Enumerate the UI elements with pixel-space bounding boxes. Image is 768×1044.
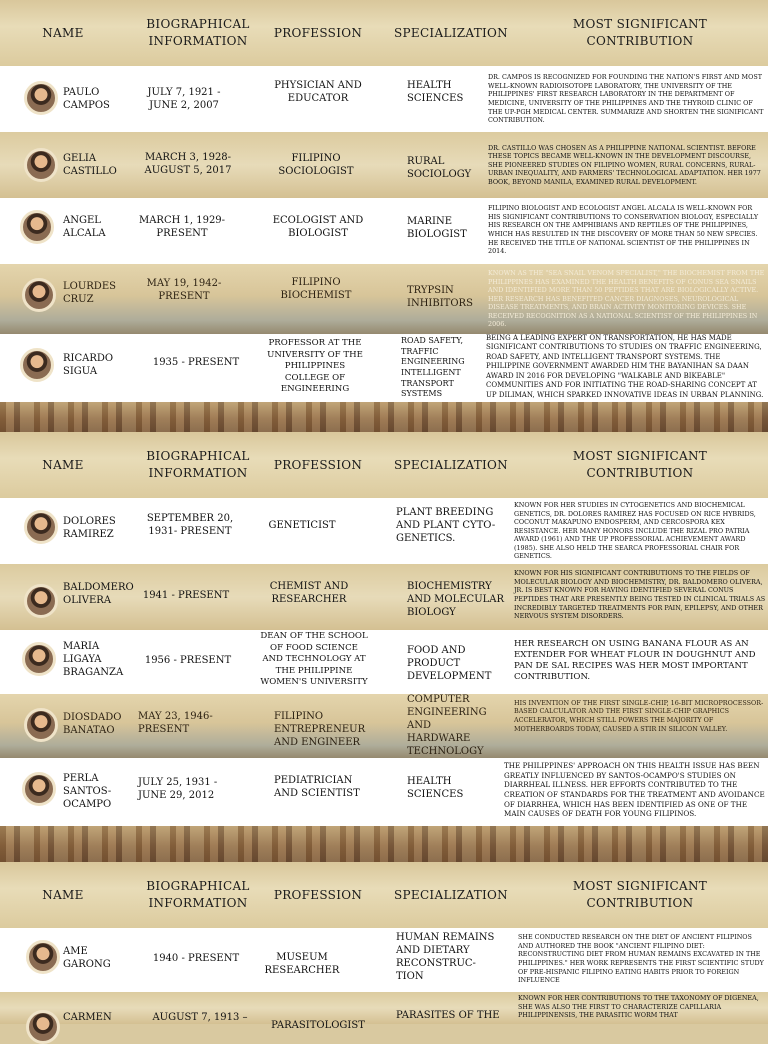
avatar	[26, 940, 60, 974]
name-cell: PAULO CAMPOS	[63, 87, 110, 111]
contribution-cell: KNOWN FOR HER STUDIES IN CYTOGENETICS AND BIOCHEMICAL GENETICS, DR. DOLORES RAMIREZ HAS FOCUSED ON RICE HYBRIDS, COCONUT MAKAPUNO ENDOSPERM, AND CERCOSPORA KEX RESISTANCE. HER MANY HONORS INCLUDE THE RIZAL PRO PATRIA AWARD (1961) AND THE UP PROFESSORIAL ACHIEVEMENT AWARD (1985). SHE ALSO HELD THE SEARCA PROFESSORIAL CHAIR FOR GENETICS.	[514, 500, 756, 561]
avatar	[20, 210, 54, 244]
contribution-cell: FILIPINO BIOLOGIST AND ECOLOGIST ANGEL ALCALA IS WELL-KNOWN FOR HIS SIGNIFICANT CONTRIBUTIONS TO CONSERVATION BIOLOGY, ESPECIALLY HIS RESEARCH ON THE AMPHIBIANS AND REPTILES OF THE PHILIPPINES, WHICH HAS RESULTED IN THE DISCOVERY OF MORE THAN 50 NEW SPECIES. HE RECEIVED THE TITLE OF NATIONAL SCIENTIST OF THE PHILIPPINES IN 2014.	[488, 204, 759, 256]
profession-cell: GENETICIST	[268, 519, 336, 531]
profession-cell: DEAN OF THE SCHOOL OF FOOD SCIENCE AND TECHNOLOGY AT THE PHILIPPINE WOMEN'S UNIVERSITY	[260, 631, 368, 688]
contribution-cell: DR. CASTILLO WAS CHOSEN AS A PHILIPPINE NATIONAL SCIENTIST. BEFORE THESE TOPICS BECAME WELL-KNOWN IN THE DEVELOPMENT DISCOURSE, SHE PIONEERED STUDIES ON FILIPINO WOMEN, RURAL CONCERNS, RURAL-URBAN INEQUALITY, AND FARMERS' TECHNOLOGICAL ADAPTATION. HER 1977 BOOK, BEYOND MANILA, EXAMINED RURAL DEVELOPMENT.	[488, 143, 761, 186]
specialization-cell: BIOCHEMISTRY AND MOLECULAR BIOLOGY	[407, 580, 505, 618]
header-bio: BIOGRAPHICAL INFORMATION	[146, 17, 250, 48]
specialization-cell: HEALTH SCIENCES	[407, 776, 464, 800]
avatar	[24, 148, 58, 182]
avatar	[20, 348, 54, 382]
bio-cell: MAY 23, 1946- PRESENT	[138, 711, 213, 735]
contribution-cell: SHE CONDUCTED RESEARCH ON THE DIET OF ANCIENT FILIPINOS AND AUTHORED THE BOOK "ANCIENT FILIPINO DIET: RECONSTRUCTING DIET FROM HUMAN REMAINS EXCAVATED IN THE PHILIPPINES." HER WORK REPRESENTS THE FIRST SCIENTIFIC STUDY OF PRE-HISPANIC FILIPINO EATING HABITS PRIOR TO FOREIGN INFLUENCE	[518, 933, 764, 985]
name-cell: DIOSDADO BANATAO	[63, 712, 122, 736]
profession-cell: MUSEUM RESEARCHER	[264, 952, 340, 976]
header-name: NAME	[42, 25, 84, 40]
specialization-cell: RURAL SOCIOLOGY	[407, 156, 472, 180]
avatar	[22, 642, 56, 676]
specialization-cell: COMPUTER ENGINEERING AND HARDWARE TECHNOLOGY	[407, 693, 487, 757]
bio-cell: 1956 - PRESENT	[144, 654, 232, 666]
contribution-cell: BEING A LEADING EXPERT ON TRANSPORTATION, HE HAS MADE SIGNIFICANT CONTRIBUTIONS TO STUDIES ON TRAFFIC ENGINEERING, ROAD SAFETY, AND INTELLIGENT TRANSPORT SYSTEMS. THE PHILIPPINE GOVERNMENT AWARDED HIM THE BAYANIHAN SA DAAN AWARD IN 2016 FOR DEVELOPING "WALKABLE AND BIKEABLE" COMMUNITIES AND FOR INITIATING THE ROAD-SHARING CONCEPT AT UP DILIMAN, WHICH SPARKED INNOVATIVE IDEAS IN URBAN PLANNING.	[486, 334, 764, 399]
name-cell: GELIA CASTILLO	[63, 153, 117, 177]
bio-cell: MARCH 1, 1929- PRESENT	[138, 215, 226, 239]
specialization-cell: TRYPSIN INHIBITORS	[407, 285, 473, 309]
header-name: NAME	[42, 457, 84, 472]
avatar	[22, 772, 56, 806]
contribution-cell: KNOWN FOR HIS SIGNIFICANT CONTRIBUTIONS TO THE FIELDS OF MOLECULAR BIOLOGY AND BIOCHEMISTRY, DR. BALDOMERO OLIVERA, JR. IS BEST KNOWN FOR HAVING IDENTIFIED SEVERAL CONUS PEPTIDES THAT ARE PRESENTLY BEING TESTED IN CLINICAL TRIALS AS INCREDIBLY TARGETED TREATMENTS FOR PAIN, EPILEPSY, AND OTHER NERVOUS SYSTEM DISORDERS.	[514, 569, 766, 621]
name-cell: BALDOMERO OLIVERA	[63, 582, 134, 606]
header-bio: BIOGRAPHICAL INFORMATION	[146, 879, 250, 910]
bio-cell: JULY 25, 1931 - JUNE 29, 2012	[138, 777, 218, 801]
table-row	[0, 928, 768, 992]
name-cell: LOURDES CRUZ	[63, 281, 116, 305]
table-row	[0, 198, 768, 264]
name-cell: AME GARONG	[63, 946, 111, 970]
name-cell: ANGEL ALCALA	[63, 215, 106, 239]
name-cell: CARMEN	[63, 1011, 112, 1023]
profession-cell: PEDIATRICIAN AND SCIENTIST	[274, 775, 360, 799]
contribution-cell: KNOWN FOR HER CONTRIBUTIONS TO THE TAXONOMY OF DIGENEA, SHE WAS ALSO THE FIRST TO CHARACTERIZE CAPILLARIA PHILIPPINENSIS, THE PARASITIC WORM THAT	[518, 994, 759, 1020]
decorative-panorama	[0, 826, 768, 862]
table-row	[0, 334, 768, 402]
profession-cell: FILIPINO BIOCHEMIST	[280, 277, 352, 301]
name-cell: PERLA SANTOS-OCAMPO	[63, 772, 112, 810]
header-contribution: MOST SIGNIFICANT CONTRIBUTION	[572, 17, 708, 48]
table-row	[0, 498, 768, 564]
specialization-cell: HEALTH SCIENCES	[407, 80, 464, 104]
table-header	[0, 432, 768, 498]
profession-cell: ECOLOGIST AND BIOLOGIST	[272, 215, 364, 239]
table-header	[0, 0, 768, 66]
table-row	[0, 564, 768, 630]
profession-cell: FILIPINO SOCIOLOGIST	[278, 153, 354, 177]
specialization-cell: FOOD AND PRODUCT DEVELOPMENT	[407, 644, 492, 682]
contribution-cell: THE PHILIPPINES' APPROACH ON THIS HEALTH ISSUE HAS BEEN GREATLY INFLUENCED BY SANTOS-OCAMPO'S STUDIES ON DIARRHEAL ILLNESS. HER EFFORTS CONTRIBUTED TO THE CREATION OF STANDARDS FOR THE TREATMENT AND AVOIDANCE OF DIARRHEA, WHICH HAS BEEN IDENTIFIED AS ONE OF THE MAIN CAUSES OF DEATH FOR YOUNG FILIPINOS.	[504, 761, 765, 819]
header-profession: PROFESSION	[273, 25, 363, 40]
table-row	[0, 758, 768, 826]
avatar	[24, 708, 58, 742]
decorative-panorama	[0, 402, 768, 432]
profession-cell: PROFESSOR AT THE UNIVERSITY OF THE PHILIPPINES COLLEGE OF ENGINEERING	[267, 338, 363, 395]
name-cell: RICARDO SIGUA	[63, 353, 114, 377]
bio-cell: 1941 - PRESENT	[142, 589, 230, 601]
header-contribution: MOST SIGNIFICANT CONTRIBUTION	[572, 449, 708, 480]
bio-cell: SEPTEMBER 20, 1931- PRESENT	[146, 513, 234, 537]
avatar	[24, 81, 58, 115]
header-specialization: SPECIALIZATION	[394, 457, 508, 472]
header-profession: PROFESSION	[273, 887, 363, 902]
bio-cell: AUGUST 7, 1913 –	[152, 1011, 248, 1023]
name-cell: DOLORES RAMIREZ	[63, 516, 116, 540]
profession-cell: CHEMIST AND RESEARCHER	[269, 581, 349, 605]
specialization-cell: PLANT BREEDING AND PLANT CYTO-GENETICS.	[396, 506, 496, 544]
specialization-cell: HUMAN REMAINS AND DIETARY RECONSTRUC-TION	[396, 932, 495, 982]
table-row	[0, 694, 768, 758]
header-specialization: SPECIALIZATION	[394, 887, 508, 902]
profession-cell: PHYSICIAN AND EDUCATOR	[274, 80, 362, 104]
table-row	[0, 132, 768, 198]
contribution-cell: HER RESEARCH ON USING BANANA FLOUR AS AN EXTENDER FOR WHEAT FLOUR IN DOUGHNUT AND PAN DE SAL RECIPES WAS HER MOST IMPORTANT CONTRIBUTION.	[514, 639, 756, 682]
avatar	[24, 510, 58, 544]
table-row	[0, 630, 768, 694]
table-row	[0, 264, 768, 334]
avatar	[26, 1010, 60, 1044]
bio-cell: MARCH 3, 1928- AUGUST 5, 2017	[144, 152, 232, 176]
specialization-cell: ROAD SAFETY, TRAFFIC ENGINEERING INTELLIGENT TRANSPORT SYSTEMS	[401, 336, 465, 399]
bio-cell: 1935 - PRESENT	[152, 356, 240, 368]
bio-cell: 1940 - PRESENT	[152, 952, 240, 964]
header-bio: BIOGRAPHICAL INFORMATION	[146, 449, 250, 480]
contribution-cell: KNOWN AS THE "SEA SNAIL VENOM SPECIALIST," THE BIOCHEMIST FROM THE PHILIPPINES HAS EXAMINED THE HEALTH BENEFITS OF CONUS SEA SNAILS AND IDENTIFIED MORE THAN 50 PEPTIDES THAT ARE BIOLOGICALLY ACTIVE. HER RESEARCH HAS BENEFITED CANCER DIAGNOSES, NEUROLOGICAL DISEASE TREATMENTS, AND BRAIN ACTIVITY MONITORING DEVICES. SHE RECEIVED RECOGNITION AS A NATIONAL SCIENTIST OF THE PHILIPPINES IN 2006.	[488, 268, 765, 329]
profession-cell: FILIPINO ENTREPRENEUR AND ENGINEER	[274, 710, 366, 748]
header-specialization: SPECIALIZATION	[394, 25, 508, 40]
table-row	[0, 66, 768, 132]
contribution-cell: DR. CAMPOS IS RECOGNIZED FOR FOUNDING THE NATION'S FIRST AND MOST WELL-KNOWN RADIOISOTOPE LABORATORY, THE UNIVERSITY OF THE PHILIPPINES' FIRST RESEARCH LABORATORY IN THE DEPARTMENT OF MEDICINE, UNIVERSITY OF THE PHILIPPINES AND THE THYROID CLINIC OF THE UP-PGH MEDICAL CENTER. SUMMARIZE AND SHORTEN THE SIGNIFICANT CONTRIBUTION.	[488, 73, 764, 125]
specialization-cell: MARINE BIOLOGIST	[407, 216, 467, 240]
avatar	[22, 278, 56, 312]
avatar	[24, 584, 58, 618]
profession-cell: PARASITOLOGIST	[271, 1019, 365, 1031]
table-header	[0, 862, 768, 928]
name-cell: MARIA LIGAYA BRAGANZA	[63, 640, 124, 678]
header-profession: PROFESSION	[273, 457, 363, 472]
header-name: NAME	[42, 887, 84, 902]
table-row	[0, 992, 768, 1031]
contribution-cell: HIS INVENTION OF THE FIRST SINGLE-CHIP, 16-BIT MICROPROCESSOR-BASED CALCULATOR AND THE FIRST SINGLE-CHIP GRAPHICS ACCELERATOR, WHICH STILL POWERS THE MAJORITY OF MOTHERBOARDS TODAY, CAUSED A STIR IN SILICON VALLEY.	[514, 698, 764, 733]
specialization-cell: PARASITES OF THE	[396, 1009, 500, 1021]
bio-cell: MAY 19, 1942- PRESENT	[146, 278, 222, 302]
header-contribution: MOST SIGNIFICANT CONTRIBUTION	[572, 879, 708, 910]
bio-cell: JULY 7, 1921 - JUNE 2, 2007	[147, 87, 221, 111]
